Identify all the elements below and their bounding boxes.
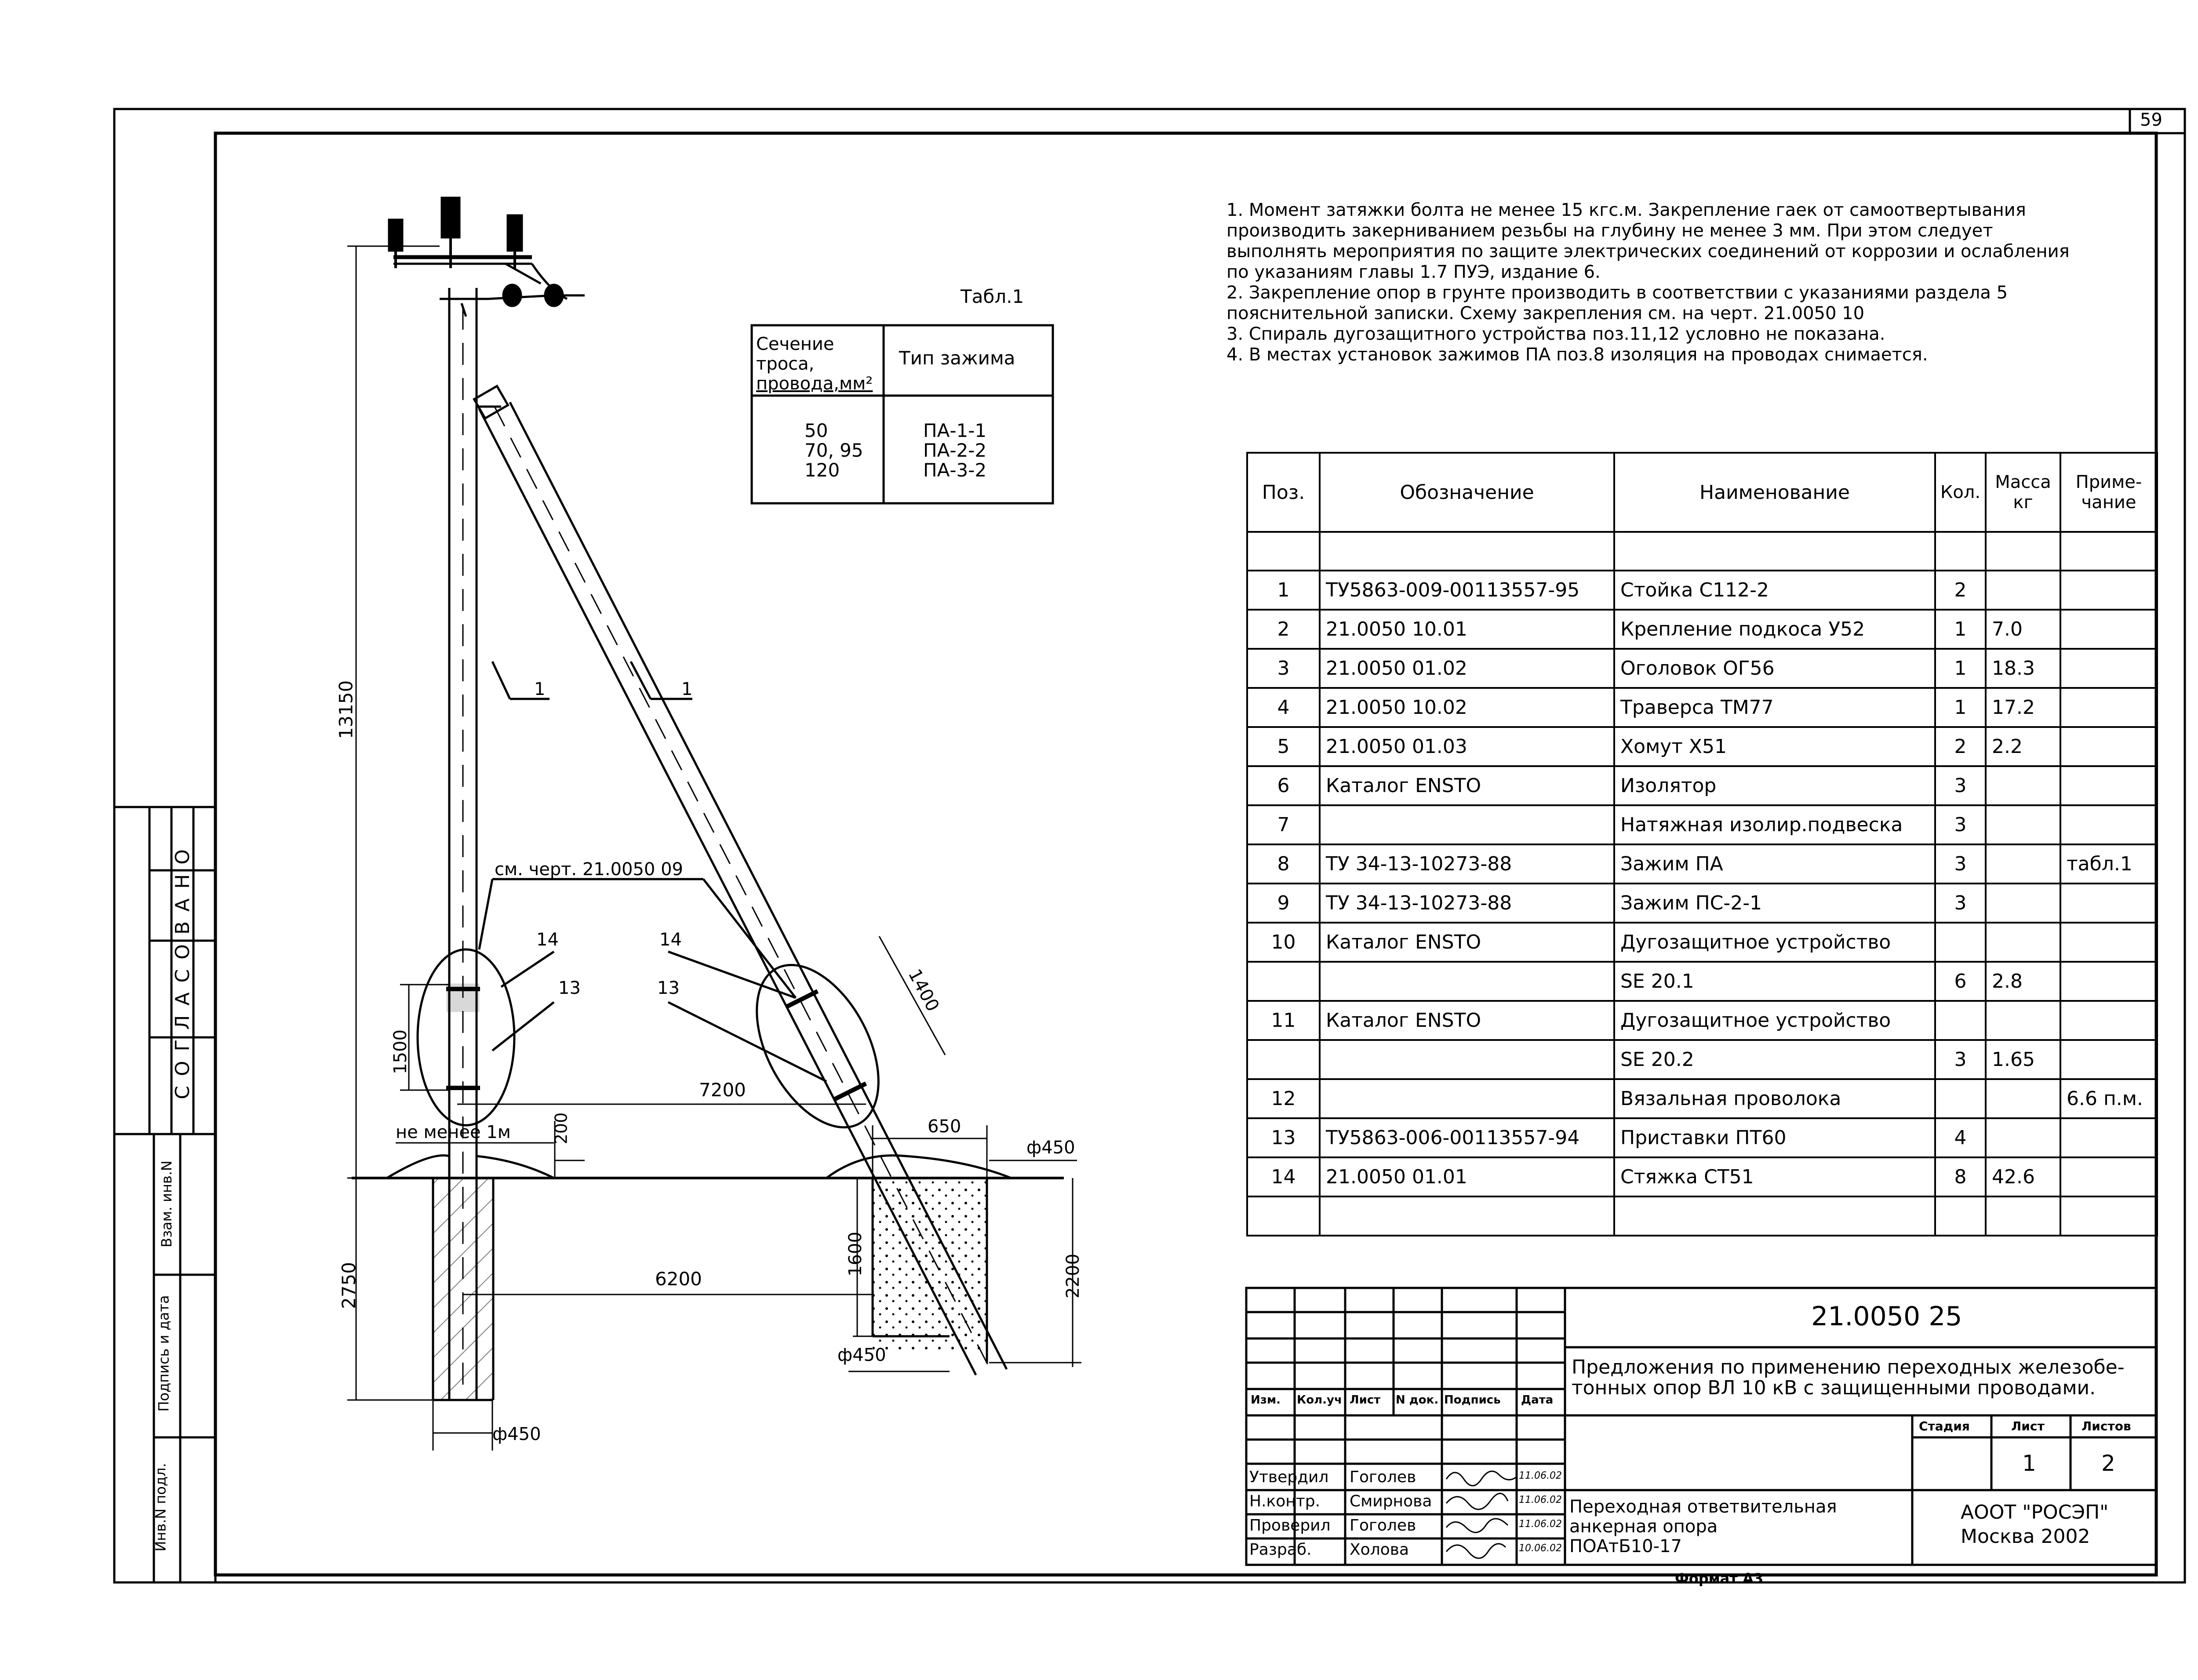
rev-header: N док.: [1396, 1393, 1439, 1407]
header-note: Приме- чание: [2060, 453, 2157, 532]
spec-cell-qty: 6: [1935, 962, 1986, 1001]
spec-cell-designation: [1320, 805, 1614, 844]
drawing-name-line: Переходная ответвительная: [1569, 1497, 1837, 1517]
spec-cell-pos: 12: [1247, 1079, 1320, 1118]
spec-cell-pos: 8: [1247, 844, 1320, 884]
spec-cell-designation: 21.0050 10.02: [1320, 688, 1614, 727]
table1-clamp: ПА-2-2: [923, 440, 987, 461]
side-stamp-label: Инв.N подл.: [152, 1463, 169, 1552]
spec-cell-note: [2060, 727, 2157, 766]
spec-cell-note: 6.6 п.м.: [2060, 1079, 2157, 1118]
spec-cell-mass: [1986, 532, 2060, 571]
spec-header-row: [1247, 453, 2157, 532]
doc-title-line: тонных опор ВЛ 10 кВ с защищенными проводами.: [1572, 1377, 2096, 1399]
spec-cell-mass: [1986, 1079, 2060, 1118]
spec-cell-name: Изолятор: [1614, 766, 1935, 805]
table1-header-line: провода,мм²: [756, 374, 873, 394]
side-stamp-label: Подпись и дата: [155, 1295, 172, 1412]
spec-row: [1247, 962, 2157, 1001]
sign-date: 11.06.02: [1519, 1519, 1562, 1530]
spec-cell-note: [2060, 923, 2157, 962]
note-line: 1. Момент затяжки болта не менее 15 кгс.м. Закрепление гаек от самоотвертывания: [1226, 200, 2026, 220]
header-pos: Поз.: [1247, 453, 1320, 532]
spec-cell-pos: [1247, 532, 1320, 571]
spec-cell-designation: Каталог ENSTO: [1320, 1001, 1614, 1040]
spec-cell-name: Натяжная изолир.подвеска: [1614, 805, 1935, 844]
table1-clamp: ПА-1-1: [923, 420, 987, 441]
dim-1500: 1500: [390, 1029, 411, 1074]
role-label: Разраб.: [1249, 1541, 1312, 1559]
rev-header: Кол.уч: [1297, 1393, 1342, 1407]
rev-header: Изм.: [1251, 1393, 1281, 1407]
spec-cell-name: Оголовок ОГ56: [1614, 649, 1935, 688]
spec-cell-mass: [1986, 805, 2060, 844]
spec-row: [1247, 727, 2157, 766]
spec-cell-note: [2060, 1040, 2157, 1079]
spec-cell-mass: [1986, 844, 2060, 884]
note-line: выполнять мероприятия по защите электрических соединений от коррозии и ослабления: [1226, 241, 2070, 262]
spec-cell-qty: [1935, 1196, 1986, 1236]
spec-row: [1247, 1118, 2157, 1157]
sign-date: 10.06.02: [1519, 1543, 1562, 1554]
spec-cell-mass: [1986, 884, 2060, 923]
dim-ground-depth: 2750: [338, 1262, 360, 1309]
spec-cell-designation: 21.0050 01.03: [1320, 727, 1614, 766]
spec-cell-qty: [1935, 532, 1986, 571]
note-line: по указаниям главы 1.7 ПУЭ, издание 6.: [1226, 262, 1601, 282]
spec-cell-qty: 1: [1935, 649, 1986, 688]
spec-cell-designation: ТУ5863-009-00113557-95: [1320, 571, 1614, 610]
rev-header: Подпись: [1444, 1393, 1501, 1407]
spec-cell-name: Дугозащитное устройство: [1614, 923, 1935, 962]
spec-row: [1247, 923, 2157, 962]
role-label: Н.контр.: [1249, 1492, 1321, 1510]
spec-cell-mass: [1986, 766, 2060, 805]
callout-14: 14: [536, 930, 559, 950]
spec-cell-name: Зажим ПС-2-1: [1614, 884, 1935, 923]
spec-cell-mass: 2.2: [1986, 727, 2060, 766]
sheets-header: Листов: [2082, 1419, 2131, 1433]
spec-cell-designation: [1320, 962, 1614, 1001]
role-label: Утвердил: [1249, 1468, 1329, 1486]
spec-cell-pos: 4: [1247, 688, 1320, 727]
sheet-header: Лист: [2011, 1419, 2045, 1433]
spec-cell-name: Стяжка СТ51: [1614, 1157, 1935, 1196]
specification-table: [1246, 452, 2158, 1236]
spec-cell-note: [2060, 532, 2157, 571]
spec-cell-pos: 13: [1247, 1118, 1320, 1157]
spec-cell-name: [1614, 532, 1935, 571]
table1-header-clamp: Тип зажима: [899, 347, 1015, 369]
sheet-number: 59: [2140, 110, 2162, 130]
dim-1400: 1400: [904, 966, 943, 1015]
spec-row: [1247, 610, 2157, 649]
header-qty: Кол.: [1935, 453, 1986, 532]
spec-cell-name: SE 20.2: [1614, 1040, 1935, 1079]
spec-row: [1247, 688, 2157, 727]
table1-clamp: ПА-3-2: [923, 459, 987, 481]
spec-cell-note: табл.1: [2060, 844, 2157, 884]
spec-row: [1247, 884, 2157, 923]
callout-strut: 1: [681, 679, 693, 699]
dim-200: 200: [551, 1112, 571, 1145]
spec-cell-pos: 3: [1247, 649, 1320, 688]
sheet-value: 1: [2022, 1451, 2036, 1476]
spec-cell-qty: [1935, 1079, 1986, 1118]
spec-cell-name: Стойка С112-2: [1614, 571, 1935, 610]
spec-cell-qty: 8: [1935, 1157, 1986, 1196]
note-line: пояснительной записки. Схему закрепления см. на черт. 21.0050 10: [1226, 303, 1865, 324]
spec-cell-mass: [1986, 1118, 2060, 1157]
dim-total-height: 13150: [335, 680, 357, 739]
spec-cell-name: Приставки ПТ60: [1614, 1118, 1935, 1157]
spec-cell-mass: [1986, 1001, 2060, 1040]
spec-cell-pos: 11: [1247, 1001, 1320, 1040]
callout-pole: 1: [534, 679, 546, 699]
rev-header: Лист: [1350, 1393, 1381, 1407]
dim-diameter: ф450: [837, 1345, 886, 1365]
spec-cell-qty: 1: [1935, 688, 1986, 727]
spec-row: [1247, 766, 2157, 805]
sign-date: 11.06.02: [1519, 1470, 1562, 1481]
side-stamp-label: Взам. инв.N: [158, 1160, 175, 1247]
spec-row: [1247, 1196, 2157, 1236]
spec-cell-name: Дугозащитное устройство: [1614, 1001, 1935, 1040]
spec-cell-name: Крепление подкоса У52: [1614, 610, 1935, 649]
spec-cell-qty: 1: [1935, 610, 1986, 649]
spec-cell-note: [2060, 1118, 2157, 1157]
spec-cell-designation: ТУ5863-006-00113557-94: [1320, 1118, 1614, 1157]
drawing-name-line: ПОАтБ10-17: [1569, 1536, 1682, 1556]
spec-cell-name: Траверса ТМ77: [1614, 688, 1935, 727]
pole-drawing: [347, 198, 1081, 1451]
spec-cell-mass: 1.65: [1986, 1040, 2060, 1079]
spec-cell-pos: 9: [1247, 884, 1320, 923]
spec-cell-mass: 7.0: [1986, 610, 2060, 649]
spec-cell-designation: 21.0050 10.01: [1320, 610, 1614, 649]
spec-cell-name: [1614, 1196, 1935, 1236]
spec-cell-pos: [1247, 1040, 1320, 1079]
format-label: Формат А3: [1675, 1570, 1764, 1587]
spec-row: [1247, 649, 2157, 688]
header-mass: Масса кг: [1986, 453, 2060, 532]
dim-2200: 2200: [1063, 1254, 1083, 1298]
side-stamp-agreed: СОГЛАСОВАНО: [171, 840, 194, 1099]
person-name: Гоголев: [1350, 1468, 1416, 1486]
spec-cell-note: [2060, 766, 2157, 805]
organization-line: АООТ "РОСЭП": [1961, 1501, 2109, 1524]
spec-cell-name: Хомут Х51: [1614, 727, 1935, 766]
table1-section: 120: [804, 459, 840, 481]
table1-section: 70, 95: [804, 440, 863, 461]
person-name: Смирнова: [1350, 1492, 1432, 1510]
person-name: Холова: [1350, 1541, 1409, 1559]
spec-row: [1247, 1001, 2157, 1040]
spec-cell-note: [2060, 571, 2157, 610]
spec-cell-mass: 42.6: [1986, 1157, 2060, 1196]
note-line: производить закерниванием резьбы на глубину не менее 3 мм. При этом следует: [1226, 221, 1993, 241]
note-line: 3. Спираль дугозащитного устройства поз.11,12 условно не показана.: [1226, 324, 1885, 344]
spec-cell-designation: [1320, 1040, 1614, 1079]
spec-cell-name: SE 20.1: [1614, 962, 1935, 1001]
spec-cell-qty: 2: [1935, 727, 1986, 766]
spec-cell-qty: 3: [1935, 805, 1986, 844]
spec-cell-qty: 3: [1935, 766, 1986, 805]
spec-cell-designation: ТУ 34-13-10273-88: [1320, 884, 1614, 923]
spec-cell-note: [2060, 610, 2157, 649]
doc-title-line: Предложения по применению переходных железобе-: [1572, 1356, 2125, 1378]
callout-13: 13: [657, 978, 680, 998]
header-designation: Обозначение: [1320, 453, 1614, 532]
callout-13: 13: [558, 978, 581, 998]
spec-cell-qty: [1935, 923, 1986, 962]
spec-cell-note: [2060, 805, 2157, 844]
spec-cell-name: Вязальная проволока: [1614, 1079, 1935, 1118]
rev-header: Дата: [1521, 1393, 1554, 1407]
person-name: Гоголев: [1350, 1516, 1416, 1535]
callout-14: 14: [659, 930, 682, 950]
spec-cell-designation: 21.0050 01.02: [1320, 649, 1614, 688]
spec-cell-qty: 3: [1935, 1040, 1986, 1079]
doc-number: 21.0050 25: [1811, 1301, 1962, 1332]
spec-cell-note: [2060, 1001, 2157, 1040]
stage-header: Стадия: [1919, 1419, 1970, 1433]
spec-row: [1247, 1040, 2157, 1079]
spec-cell-note: [2060, 1157, 2157, 1196]
spec-cell-qty: 3: [1935, 844, 1986, 884]
spec-cell-pos: 10: [1247, 923, 1320, 962]
spec-cell-designation: Каталог ENSTO: [1320, 766, 1614, 805]
spec-cell-pos: 1: [1247, 571, 1320, 610]
spec-row: [1247, 1157, 2157, 1196]
spec-cell-mass: 17.2: [1986, 688, 2060, 727]
dim-min-1m: не менее 1м: [396, 1122, 511, 1142]
dim-7200: 7200: [699, 1079, 746, 1101]
spec-row: [1247, 571, 2157, 610]
spec-cell-mass: [1986, 1196, 2060, 1236]
dim-6200: 6200: [655, 1268, 702, 1290]
header-name: Наименование: [1614, 453, 1935, 532]
spec-cell-pos: 6: [1247, 766, 1320, 805]
spec-cell-pos: 14: [1247, 1157, 1320, 1196]
table1-section: 50: [804, 420, 828, 441]
spec-cell-designation: Каталог ENSTO: [1320, 923, 1614, 962]
reference-note: см. черт. 21.0050 09: [495, 859, 683, 880]
sign-date: 11.06.02: [1519, 1495, 1562, 1505]
spec-cell-note: [2060, 962, 2157, 1001]
table1-title: Табл.1: [961, 286, 1024, 307]
spec-cell-designation: ТУ 34-13-10273-88: [1320, 844, 1614, 884]
spec-cell-note: [2060, 1196, 2157, 1236]
spec-row: [1247, 844, 2157, 884]
spec-cell-designation: [1320, 1196, 1614, 1236]
spec-cell-note: [2060, 884, 2157, 923]
spec-cell-name: Зажим ПА: [1614, 844, 1935, 884]
spec-row: [1247, 532, 2157, 571]
spec-cell-designation: 21.0050 01.01: [1320, 1157, 1614, 1196]
spec-cell-qty: 3: [1935, 884, 1986, 923]
note-line: 4. В местах установок зажимов ПА поз.8 изоляция на проводах снимается.: [1226, 345, 1928, 365]
organization-line: Москва 2002: [1961, 1525, 2090, 1548]
dim-1600: 1600: [845, 1232, 866, 1276]
spec-cell-pos: [1247, 962, 1320, 1001]
spec-cell-qty: 4: [1935, 1118, 1986, 1157]
dim-diameter: ф450: [492, 1424, 541, 1444]
spec-cell-pos: [1247, 1196, 1320, 1236]
spec-cell-qty: 2: [1935, 571, 1986, 610]
spec-cell-mass: [1986, 923, 2060, 962]
table1-header-line: троса,: [756, 354, 815, 374]
note-line: 2. Закрепление опор в грунте производить в соответствии с указаниями раздела 5: [1226, 283, 2008, 303]
spec-cell-pos: 2: [1247, 610, 1320, 649]
spec-cell-note: [2060, 688, 2157, 727]
drawing-name-line: анкерная опора: [1569, 1516, 1718, 1537]
spec-cell-designation: [1320, 1079, 1614, 1118]
spec-row: [1247, 1079, 2157, 1118]
dim-diameter: ф450: [1026, 1138, 1075, 1158]
spec-cell-note: [2060, 649, 2157, 688]
spec-cell-qty: [1935, 1001, 1986, 1040]
dim-650: 650: [928, 1116, 961, 1137]
spec-cell-pos: 7: [1247, 805, 1320, 844]
role-label: Проверил: [1249, 1516, 1331, 1535]
spec-cell-pos: 5: [1247, 727, 1320, 766]
spec-cell-mass: 18.3: [1986, 649, 2060, 688]
sheets-value: 2: [2101, 1451, 2115, 1476]
spec-cell-mass: [1986, 571, 2060, 610]
table1-header-line: Сечение: [756, 334, 834, 354]
spec-row: [1247, 805, 2157, 844]
spec-cell-mass: 2.8: [1986, 962, 2060, 1001]
spec-cell-designation: [1320, 532, 1614, 571]
